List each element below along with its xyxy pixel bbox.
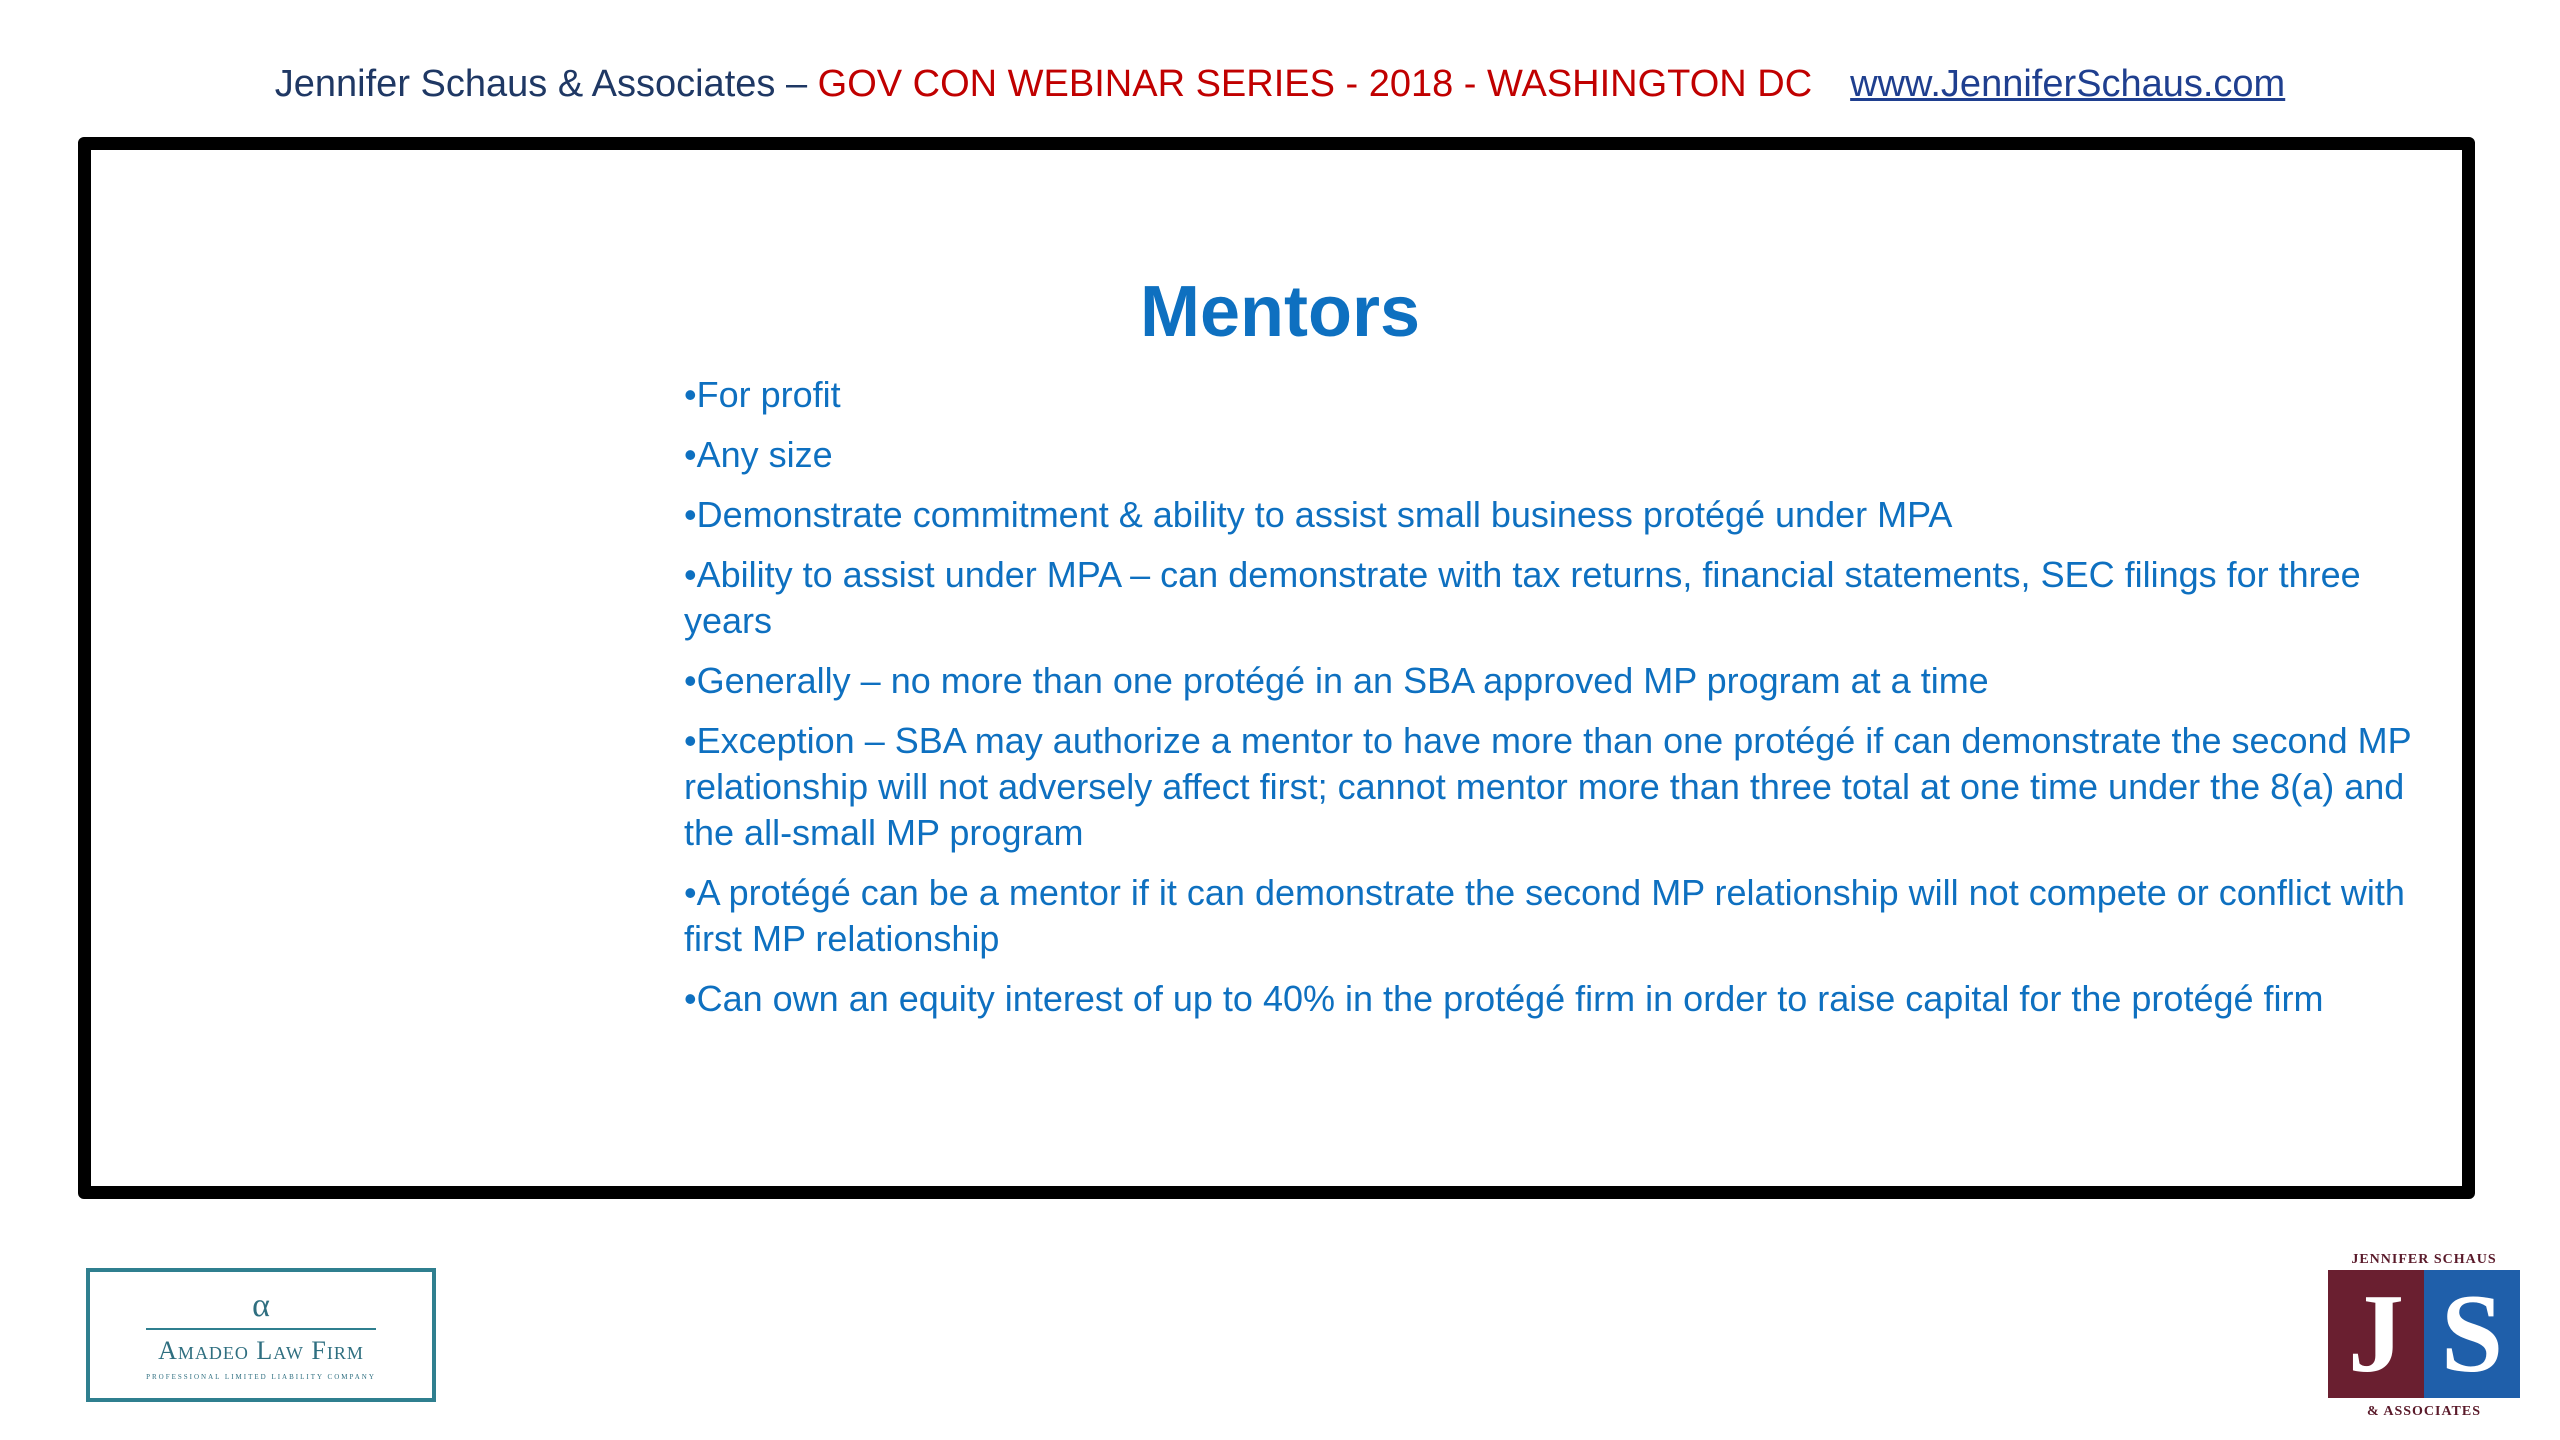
bullet-item: • Generally – no more than one protégé in an SBA approved MP program at a time	[684, 658, 2444, 704]
law-firm-name: Amadeo Law Firm	[158, 1336, 364, 1365]
law-firm-subtitle: PROFESSIONAL LIMITED LIABILITY COMPANY	[146, 1373, 376, 1381]
webinar-series-title: GOV CON WEBINAR SERIES - 2018 - WASHINGTON DC	[817, 63, 1813, 105]
logo-top-text: JENNIFER SCHAUS	[2351, 1252, 2497, 1267]
webinar-header	[0, 54, 2560, 114]
logo-letter-blocks	[2328, 1270, 2520, 1404]
company-name: Jennifer Schaus & Associates –	[274, 63, 818, 105]
slide-title: Mentors	[1139, 272, 1421, 352]
bullet-item: • Demonstrate commitment & ability to assist small business protégé under MPA	[684, 492, 2444, 538]
bullet-item: • Ability to assist under MPA – can demonstrate with tax returns, financial statements, SEC filings for three years	[684, 552, 2444, 644]
logo-bottom-text: & ASSOCIATES	[2366, 1404, 2482, 1419]
bullet-item: • Exception – SBA may authorize a mentor to have more than one protégé if can demonstrate the second MP relationship will not adversely affect first; cannot mentor more than three total at one time under the 8(a) and the all-small MP program	[684, 718, 2444, 856]
jennifer-schaus-logo	[2328, 1252, 2520, 1420]
website-link[interactable]: www.JenniferSchaus.com	[1850, 63, 2286, 105]
logo-letter-j: J	[2328, 1270, 2424, 1398]
logo-letter-s: S	[2424, 1270, 2520, 1398]
amadeo-law-firm-logo	[86, 1268, 436, 1402]
bullet-item: • A protégé can be a mentor if it can demonstrate the second MP relationship will not compete or conflict with first MP relationship	[684, 870, 2444, 962]
logo-divider	[146, 1328, 376, 1330]
bullet-item: • Can own an equity interest of up to 40% in the protégé firm in order to raise capital for the protégé firm	[684, 976, 2444, 1022]
bullet-item: • Any size	[684, 432, 2444, 478]
bullet-list	[684, 372, 2444, 1036]
alpha-symbol-icon: α	[252, 1287, 270, 1324]
bullet-item: • For profit	[684, 372, 2444, 418]
